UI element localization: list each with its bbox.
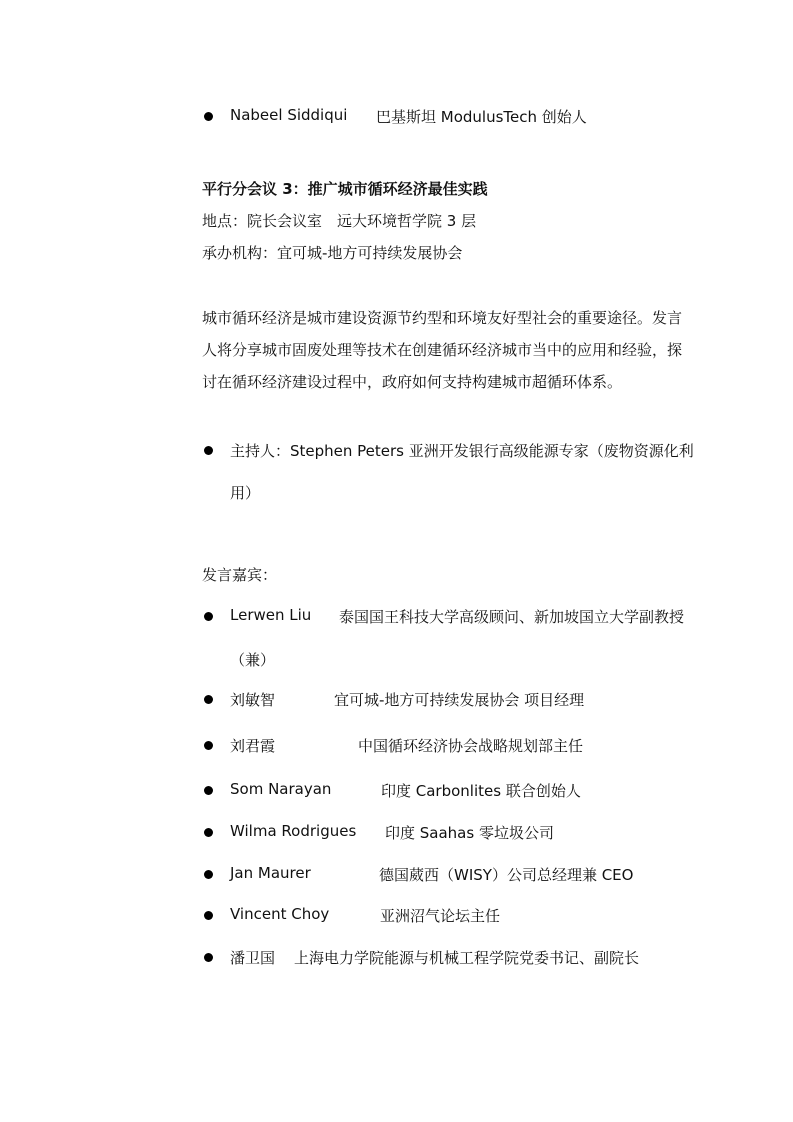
bullet-icon <box>204 695 213 704</box>
speaker-name: 刘君霞 <box>230 737 276 755</box>
speaker-title: 德国葳西（WISY）公司总经理兼 CEO <box>379 866 634 884</box>
bullet-icon <box>204 446 213 455</box>
intro-line: 讨在循环经济建设过程中，政府如何支持构建城市超循环体系。 <box>202 373 623 391</box>
speaker-title: 泰国国王科技大学高级顾问、新加坡国立大学副教授 <box>339 608 685 626</box>
speaker-name: Wilma Rodrigues <box>230 822 357 840</box>
speaker-name: 潘卫国 <box>230 949 276 967</box>
bullet-icon <box>204 953 213 962</box>
bullet-icon <box>204 741 213 750</box>
speaker-title: 印度 Carbonlites 联合创始人 <box>381 782 581 800</box>
speaker-title: 中国循环经济协会战略规划部主任 <box>358 737 584 755</box>
intro-line: 城市循环经济是城市建设资源节约型和环境友好型社会的重要途径。发言 <box>202 309 683 327</box>
speaker-title: 上海电力学院能源与机械工程学院党委书记、副院长 <box>294 949 640 967</box>
bullet-icon <box>204 112 213 121</box>
bullet-icon <box>204 786 213 795</box>
speaker-title-cont: （兼） <box>230 651 276 669</box>
session-heading: 平行分会议 3：推广城市循环经济最佳实践 <box>202 180 488 198</box>
speaker-name: Vincent Choy <box>230 905 330 923</box>
host-line: 主持人：Stephen Peters 亚洲开发银行高级能源专家（废物资源化利 <box>230 442 694 460</box>
speaker-name: Jan Maurer <box>230 864 311 882</box>
bullet-icon <box>204 828 213 837</box>
host-line-cont: 用） <box>230 484 261 502</box>
intro-paragraph <box>202 302 724 398</box>
session-location: 地点：院长会议室 远大环境哲学院 3 层 <box>202 212 477 230</box>
top-item-name: Nabeel Siddiqui <box>230 106 348 124</box>
bullet-icon <box>204 612 213 621</box>
speaker-title: 宜可城-地方可持续发展协会 项目经理 <box>334 691 585 709</box>
speaker-name: Som Narayan <box>230 780 332 798</box>
speaker-title: 亚洲沼气论坛主任 <box>380 907 501 925</box>
speaker-name: 刘敏智 <box>230 691 276 709</box>
bullet-icon <box>204 911 213 920</box>
speakers-label: 发言嘉宾： <box>202 566 278 584</box>
bullet-icon <box>204 870 213 879</box>
intro-line: 人将分享城市固废处理等技术在创建循环经济城市当中的应用和经验，探 <box>202 341 683 359</box>
speaker-title: 印度 Saahas 零垃圾公司 <box>385 824 554 842</box>
session-organizer: 承办机构：宜可城-地方可持续发展协会 <box>202 244 463 262</box>
speaker-name: Lerwen Liu <box>230 606 312 624</box>
top-item-title: 巴基斯坦 ModulusTech 创始人 <box>376 108 587 126</box>
